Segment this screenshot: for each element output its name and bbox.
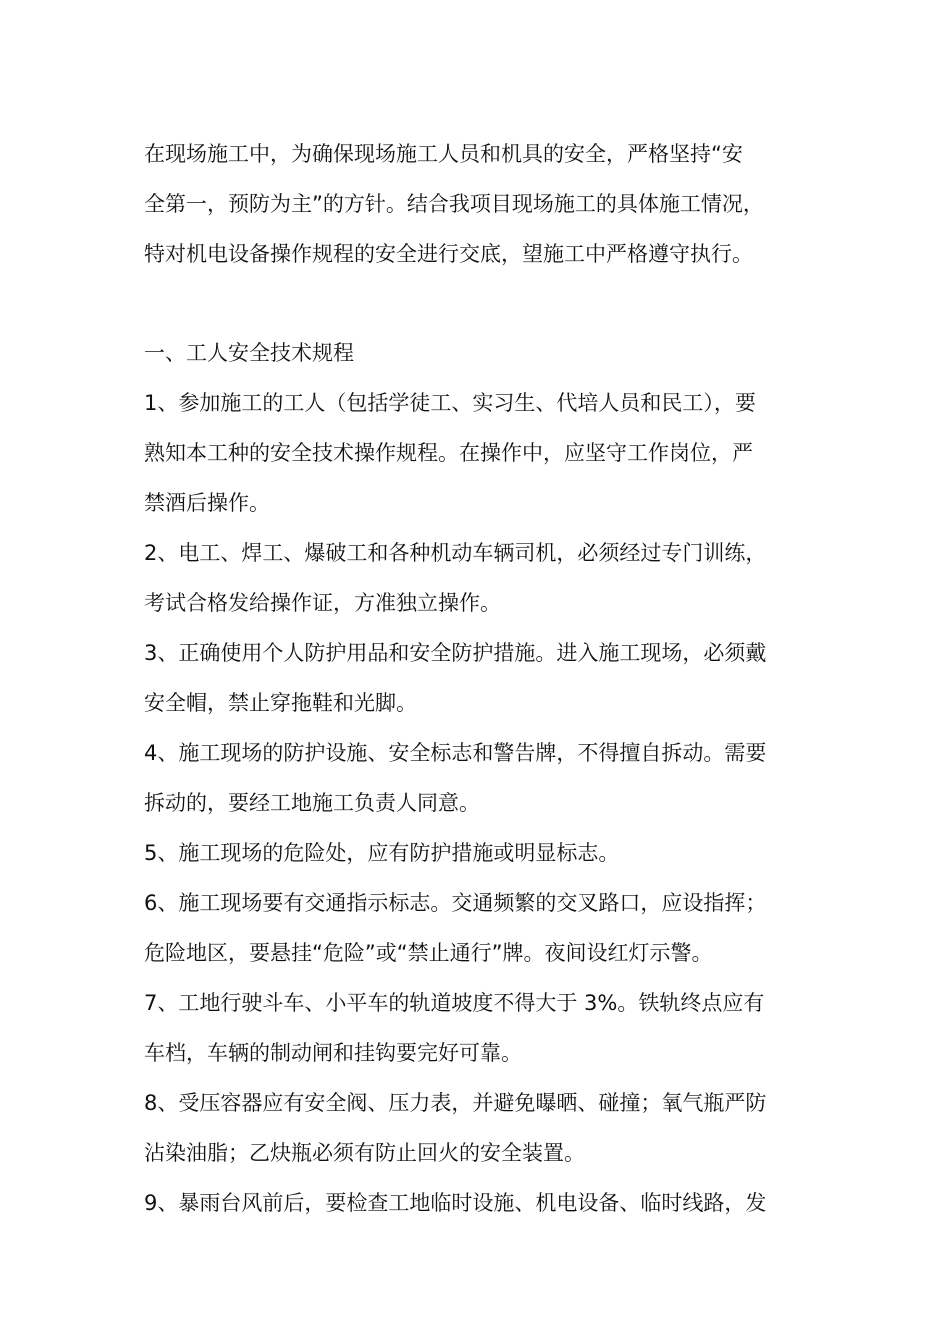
rule-line: 3、正确使用个人防护用品和安全防护措施。进入施工现场，必须戴: [144, 641, 767, 665]
document-body: [144, 129, 824, 1228]
rule-line: 8、受压容器应有安全阀、压力表，并避免曝晒、碰撞；氧气瓶严防: [144, 1091, 767, 1115]
rule-item-9: [144, 1178, 824, 1228]
rule-item-4: [144, 728, 824, 828]
rule-line: 5、施工现场的危险处，应有防护措施或明显标志。: [144, 841, 620, 865]
section-title: 一、工人安全技术规程: [144, 341, 354, 365]
rule-item-1: [144, 378, 824, 528]
rule-line: 禁酒后操作。: [144, 491, 270, 515]
rule-item-6: [144, 878, 824, 978]
rule-line: 危险地区，要悬挂“危险”或“禁止通行”牌。夜间设红灯示警。: [144, 941, 713, 965]
rule-line: 4、施工现场的防护设施、安全标志和警告牌，不得擅自拆动。需要: [144, 741, 767, 765]
rule-line: 拆动的，要经工地施工负责人同意。: [144, 791, 480, 815]
rule-line: 9、暴雨台风前后，要检查工地临时设施、机电设备、临时线路，发: [144, 1191, 767, 1215]
intro-line: 全第一，预防为主”的方针。结合我项目现场施工的具体施工情况，: [144, 192, 764, 216]
rule-line: 安全帽，禁止穿拖鞋和光脚。: [144, 691, 417, 715]
rule-line: 沾染油脂；乙炔瓶必须有防止回火的安全装置。: [144, 1141, 585, 1165]
rule-line: 1、参加施工的工人（包括学徒工、实习生、代培人员和民工），要: [144, 391, 756, 415]
rule-item-2: [144, 528, 824, 628]
rule-line: 车档，车辆的制动闸和挂钩要完好可靠。: [144, 1041, 522, 1065]
rule-item-7: [144, 978, 824, 1078]
rule-line: 考试合格发给操作证，方准独立操作。: [144, 591, 501, 615]
rule-line: 熟知本工种的安全技术操作规程。在操作中，应坚守工作岗位，严: [144, 441, 753, 465]
rule-item-8: [144, 1078, 824, 1178]
rule-item-5: [144, 828, 824, 878]
rule-line: 6、施工现场要有交通指示标志。交通频繁的交叉路口，应设指挥；: [144, 891, 767, 915]
rule-item-3: [144, 628, 824, 728]
intro-line: 在现场施工中，为确保现场施工人员和机具的安全，严格坚持“安: [144, 142, 743, 166]
intro-paragraph: [144, 129, 824, 279]
intro-line: 特对机电设备操作规程的安全进行交底，望施工中严格遵守执行。: [144, 242, 753, 266]
rule-line: 7、工地行驶斗车、小平车的轨道坡度不得大于 3%。铁轨终点应有: [144, 991, 765, 1015]
rule-line: 2、电工、焊工、爆破工和各种机动车辆司机，必须经过专门训练，: [144, 541, 767, 565]
